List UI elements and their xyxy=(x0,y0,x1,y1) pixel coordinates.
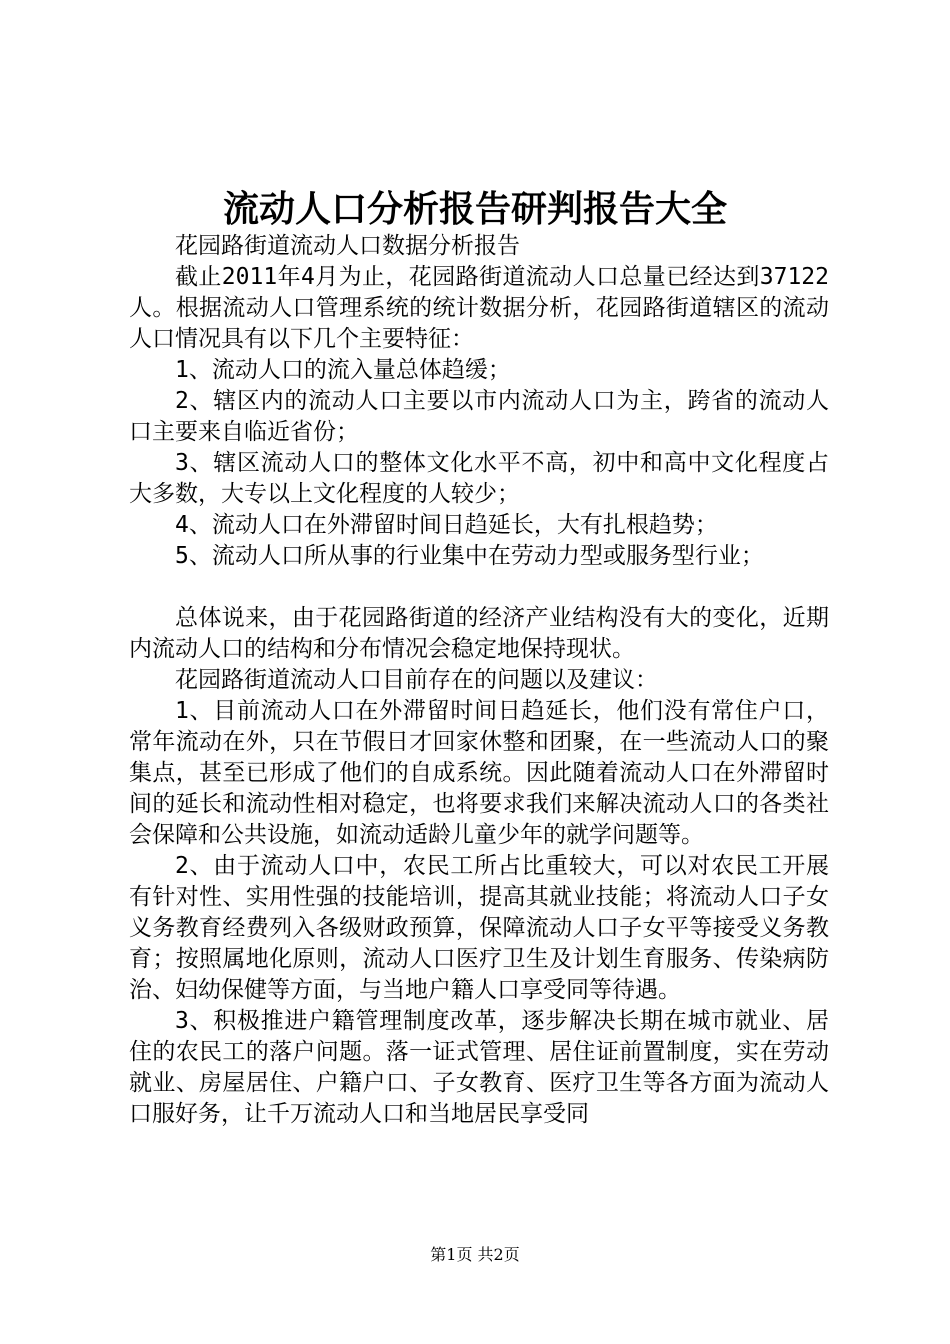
paragraph-spacer xyxy=(129,572,829,603)
paragraph-report-heading: 花园路街道流动人口数据分析报告 xyxy=(175,233,520,259)
page-number-footer: 第1页 共2页 xyxy=(430,1245,520,1264)
paragraph-feature-2: 2、辖区内的流动人口主要以市内流动人口为主，跨省的流动人口主要来自临近省份； xyxy=(129,388,829,445)
document-body xyxy=(129,231,829,1130)
paragraph-problems-heading: 花园路街道流动人口目前存在的问题以及建议： xyxy=(175,667,658,693)
paragraph-feature-4: 4、流动人口在外滞留时间日趋延长，大有扎根趋势； xyxy=(175,512,718,538)
paragraph-feature-3: 3、辖区流动人口的整体文化水平不高，初中和高中文化程度占大多数，大专以上文化程度的人较少； xyxy=(129,450,829,507)
paragraph-feature-1: 1、流动人口的流入量总体趋缓； xyxy=(175,357,511,383)
paragraph-feature-5: 5、流动人口所从事的行业集中在劳动力型或服务型行业； xyxy=(175,543,764,569)
paragraph-suggestion-3: 3、积极推进户籍管理制度改革，逐步解决长期在城市就业、居住的农民工的落户问题。落一证式管理、居住证前置制度，实在劳动就业、房屋居住、户籍户口、子女教育、医疗卫生等各方面为流动人口服好务，让千万流动人口和当地居民享受同 xyxy=(129,1008,829,1127)
document-title: 流动人口分析报告研判报告大全 xyxy=(222,188,727,230)
paragraph-suggestion-2: 2、由于流动人口中，农民工所占比重较大，可以对农民工开展有针对性、实用性强的技能培训，提高其就业技能；将流动人口子女义务教育经费列入各级财政预算，保障流动人口子女平等接受义务教育；按照属地化原则，流动人口医疗卫生及计划生育服务、传染病防治、妇幼保健等方面，与当地户籍人口享受同等待遇。 xyxy=(129,853,829,1003)
paragraph-summary: 总体说来，由于花园路街道的经济产业结构没有大的变化，近期内流动人口的结构和分布情况会稳定地保持现状。 xyxy=(129,605,829,662)
paragraph-overview: 截止2011年4月为止，花园路街道流动人口总量已经达到37122人。根据流动人口管理系统的统计数据分析，花园路街道辖区的流动人口情况具有以下几个主要特征： xyxy=(129,264,829,352)
paragraph-suggestion-1: 1、目前流动人口在外滞留时间日趋延长，他们没有常住户口，常年流动在外，只在节假日才回家休整和团聚，在一些流动人口的聚集点，甚至已形成了他们的自成系统。因此随着流动人口在外滞留时间的延长和流动性相对稳定，也将要求我们来解决流动人口的各类社会保障和公共设施，如流动适龄儿童少年的就学问题等。 xyxy=(129,698,829,848)
